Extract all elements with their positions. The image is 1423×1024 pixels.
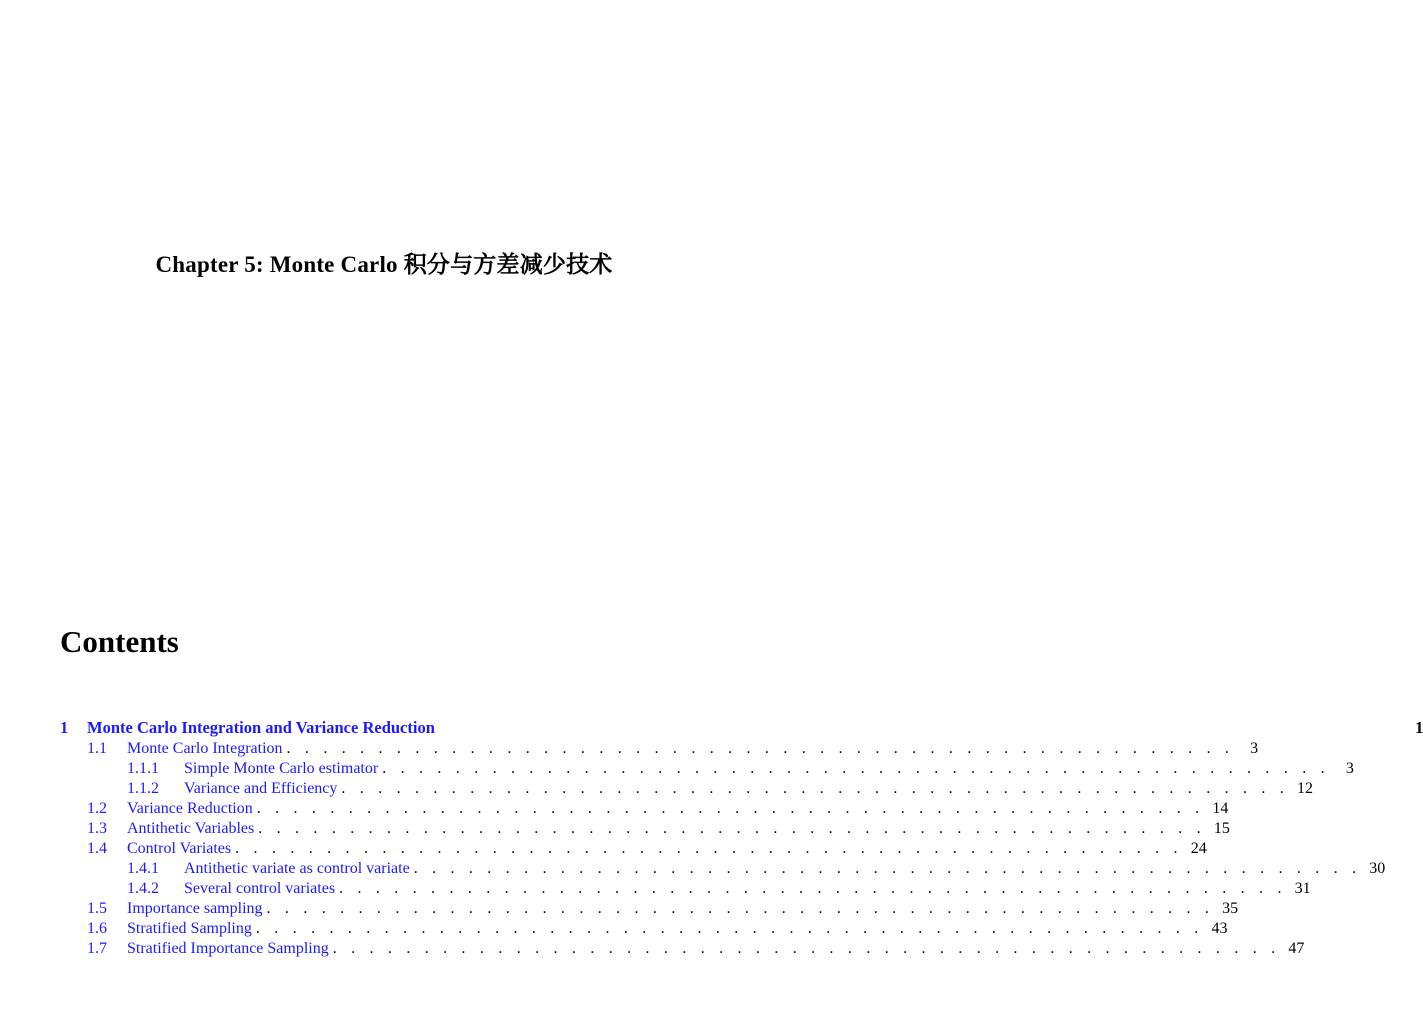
- toc-entry-number[interactable]: 1: [60, 718, 69, 737]
- toc-leader: . . . . . . . . . . . . . . . . . . . . . . . . . . . . . . . . . . . . . . . . . . . . . . . . . . . .: [255, 920, 1204, 937]
- toc-entry-section-1-1[interactable]: [60, 739, 1259, 759]
- toc-entry-number[interactable]: 1.6: [87, 920, 107, 937]
- toc-entry-title[interactable]: Monte Carlo Integration: [127, 740, 283, 757]
- toc-entry-title[interactable]: Stratified Importance Sampling: [127, 940, 329, 957]
- toc-entry-page[interactable]: 24: [1190, 840, 1207, 857]
- toc-leader: . . . . . . . . . . . . . . . . . . . . . . . . . . . . . . . . . . . . . . . . . . . . . . . . . . . .: [382, 760, 1330, 777]
- toc-entry-number[interactable]: 1.4.1: [127, 860, 159, 877]
- toc-entry-title[interactable]: Antithetic variate as control variate: [184, 860, 410, 877]
- toc-leader: . . . . . . . . . . . . . . . . . . . . . . . . . . . . . . . . . . . . . . . . . . . . . . . . . . . .: [339, 880, 1287, 897]
- toc-entry-number[interactable]: 1.2: [87, 800, 107, 817]
- chapter-title: Chapter 5: Monte Carlo 积分与方差减少技术: [155, 252, 613, 277]
- toc-leader: . . . . . . . . . . . . . . . . . . . . . . . . . . . . . . . . . . . . . . . . . . . . . . . . . . . .: [266, 900, 1215, 917]
- table-of-contents: [60, 717, 1423, 959]
- toc-entry-page[interactable]: 15: [1213, 820, 1230, 837]
- toc-leader: . . . . . . . . . . . . . . . . . . . . . . . . . . . . . . . . . . . . . . . . . . . . . . . . . . . .: [286, 740, 1235, 757]
- toc-entry-section-1-3[interactable]: [60, 819, 1230, 839]
- toc-entry-number[interactable]: 1.1.2: [127, 780, 159, 797]
- toc-entry-page[interactable]: 30: [1369, 860, 1386, 877]
- toc-entry-page[interactable]: 47: [1288, 940, 1305, 957]
- toc-entry-number[interactable]: 1.5: [87, 900, 107, 917]
- toc-entry-chapter-1[interactable]: [60, 717, 1423, 739]
- toc-entry-title[interactable]: Variance Reduction: [127, 800, 253, 817]
- toc-leader: . . . . . . . . . . . . . . . . . . . . . . . . . . . . . . . . . . . . . . . . . . . . . . . . . . . .: [256, 800, 1205, 817]
- toc-entry-page[interactable]: 1: [1415, 718, 1423, 737]
- toc-entry-number[interactable]: 1.1: [87, 740, 107, 757]
- toc-leader: . . . . . . . . . . . . . . . . . . . . . . . . . . . . . . . . . . . . . . . . . . . . . . . . . . . .: [341, 780, 1290, 797]
- toc-entry-subsection-1-4-1[interactable]: [60, 859, 1386, 879]
- toc-entry-title[interactable]: Several control variates: [184, 880, 336, 897]
- toc-entry-title[interactable]: Control Variates: [127, 840, 232, 857]
- toc-leader: . . . . . . . . . . . . . . . . . . . . . . . . . . . . . . . . . . . . . . . . . . . . . . . . . . . .: [235, 840, 1183, 857]
- toc-leader: . . . . . . . . . . . . . . . . . . . . . . . . . . . . . . . . . . . . . . . . . . . . . . . . . . . .: [332, 940, 1281, 957]
- toc-leader: . . . . . . . . . . . . . . . . . . . . . . . . . . . . . . . . . . . . . . . . . . . . . . . . . . . .: [413, 860, 1362, 877]
- toc-entry-number[interactable]: 1.1.1: [127, 760, 159, 777]
- toc-entry-number[interactable]: 1.3: [87, 820, 107, 837]
- toc-entry-subsection-1-1-2[interactable]: [60, 779, 1314, 799]
- toc-entry-title[interactable]: Stratified Sampling: [127, 920, 252, 937]
- toc-entry-section-1-4[interactable]: [60, 839, 1207, 859]
- toc-entry-section-1-2[interactable]: [60, 799, 1229, 819]
- toc-entry-page[interactable]: 35: [1222, 900, 1239, 917]
- toc-entry-title[interactable]: Antithetic Variables: [127, 820, 255, 837]
- toc-entry-page[interactable]: 31: [1294, 880, 1311, 897]
- toc-entry-page[interactable]: 43: [1211, 920, 1228, 937]
- toc-entry-number[interactable]: 1.4: [87, 840, 107, 857]
- toc-entry-subsection-1-1-1[interactable]: [60, 759, 1354, 779]
- toc-entry-page[interactable]: 14: [1212, 800, 1229, 817]
- toc-entry-title[interactable]: Monte Carlo Integration and Variance Reduction: [87, 718, 435, 737]
- contents-heading: Contents: [60, 624, 179, 659]
- toc-entry-number[interactable]: 1.7: [87, 940, 107, 957]
- toc-entry-title[interactable]: Simple Monte Carlo estimator: [184, 760, 379, 777]
- toc-entry-subsection-1-4-2[interactable]: [60, 879, 1311, 899]
- toc-entry-section-1-6[interactable]: [60, 919, 1228, 939]
- toc-entry-section-1-5[interactable]: [60, 899, 1239, 919]
- toc-entry-section-1-7[interactable]: [60, 939, 1305, 959]
- toc-entry-title[interactable]: Variance and Efficiency: [184, 780, 338, 797]
- toc-entry-page[interactable]: 3: [1345, 760, 1354, 777]
- toc-leader: . . . . . . . . . . . . . . . . . . . . . . . . . . . . . . . . . . . . . . . . . . . . . . . . . . . .: [258, 820, 1206, 837]
- toc-entry-number[interactable]: 1.4.2: [127, 880, 159, 897]
- toc-entry-title[interactable]: Importance sampling: [127, 900, 263, 917]
- toc-entry-page[interactable]: 12: [1297, 780, 1314, 797]
- toc-entry-page[interactable]: 3: [1250, 740, 1259, 757]
